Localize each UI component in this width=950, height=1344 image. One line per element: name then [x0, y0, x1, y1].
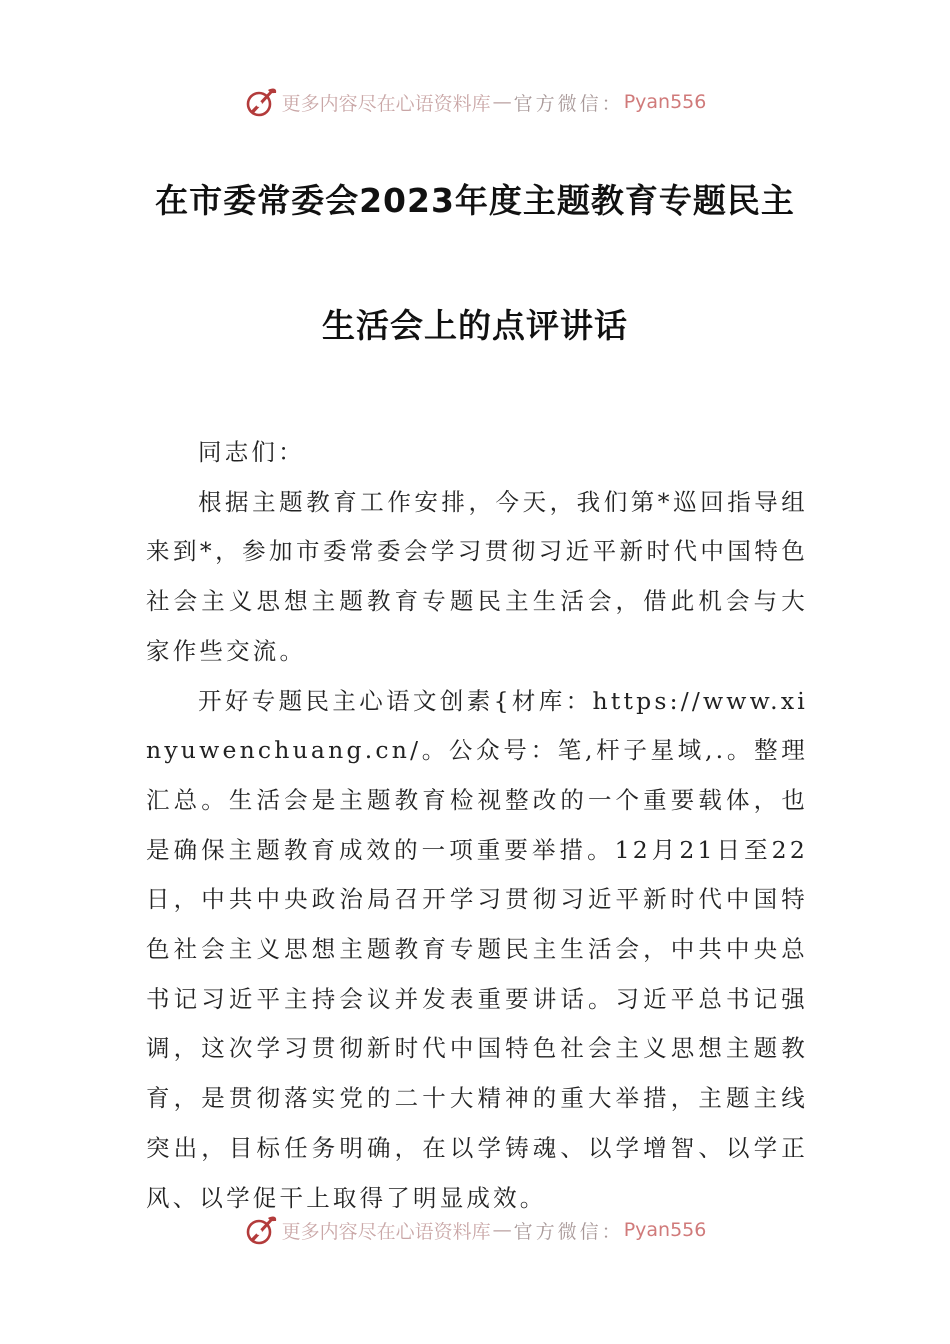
- header-watermark: [0, 82, 950, 122]
- paragraph: 根据主题教育工作安排，今天，我们第*巡回指导组来到*，参加市委常委会学习贯彻习近平新时代中国特色社会主义思想主题教育专题民主生活会，借此机会与大家作些交流。: [146, 487, 808, 665]
- salutation: 同志们：: [198, 438, 305, 466]
- paragraph: 开好专题民主心语文创素{材库：https://www.xinyuwenchuang.cn/。公众号：笔,杆子星域,.。整理汇总。生活会是主题教育检视整改的一个重要载体，也是确保主题教育成效的一项重要举措。12月21日至22日，中共中央政治局召开学习贯彻习近平新时代中国特色社会主义思想主题教育专题民主生活会，中共中央总书记习近平主持会议并发表重要讲话。习近平总书记强调，这次学习贯彻新时代中国特色社会主义思想主题教育，是贯彻落实党的二十大精神的重大举措，主题主线突出，目标任务明确，在以学铸魂、以学增智、以学正风、以学促干上取得了明显成效。: [146, 686, 808, 1212]
- watermark-wechat-label: 官方微信：: [513, 92, 624, 115]
- watermark-dash: —: [492, 91, 512, 113]
- watermark-dash: —: [492, 1219, 512, 1241]
- document-title-line-1: 在市委常委会2023年度主题教育专题民主: [155, 181, 795, 220]
- footer-watermark: [0, 1210, 950, 1250]
- quill-pen-seal-icon: [244, 85, 278, 119]
- quill-pen-seal-icon: [244, 1213, 278, 1247]
- watermark-wechat-id: Pyan556: [623, 91, 707, 113]
- watermark-wechat-label: 官方微信：: [513, 1220, 624, 1243]
- document-body: [146, 428, 808, 1223]
- watermark-wechat-id: Pyan556: [623, 1219, 707, 1241]
- watermark-text: 更多内容尽在心语资料库: [281, 92, 491, 115]
- watermark-text: 更多内容尽在心语资料库: [281, 1220, 491, 1243]
- document-title-line-2: 生活会上的点评讲话: [322, 306, 628, 345]
